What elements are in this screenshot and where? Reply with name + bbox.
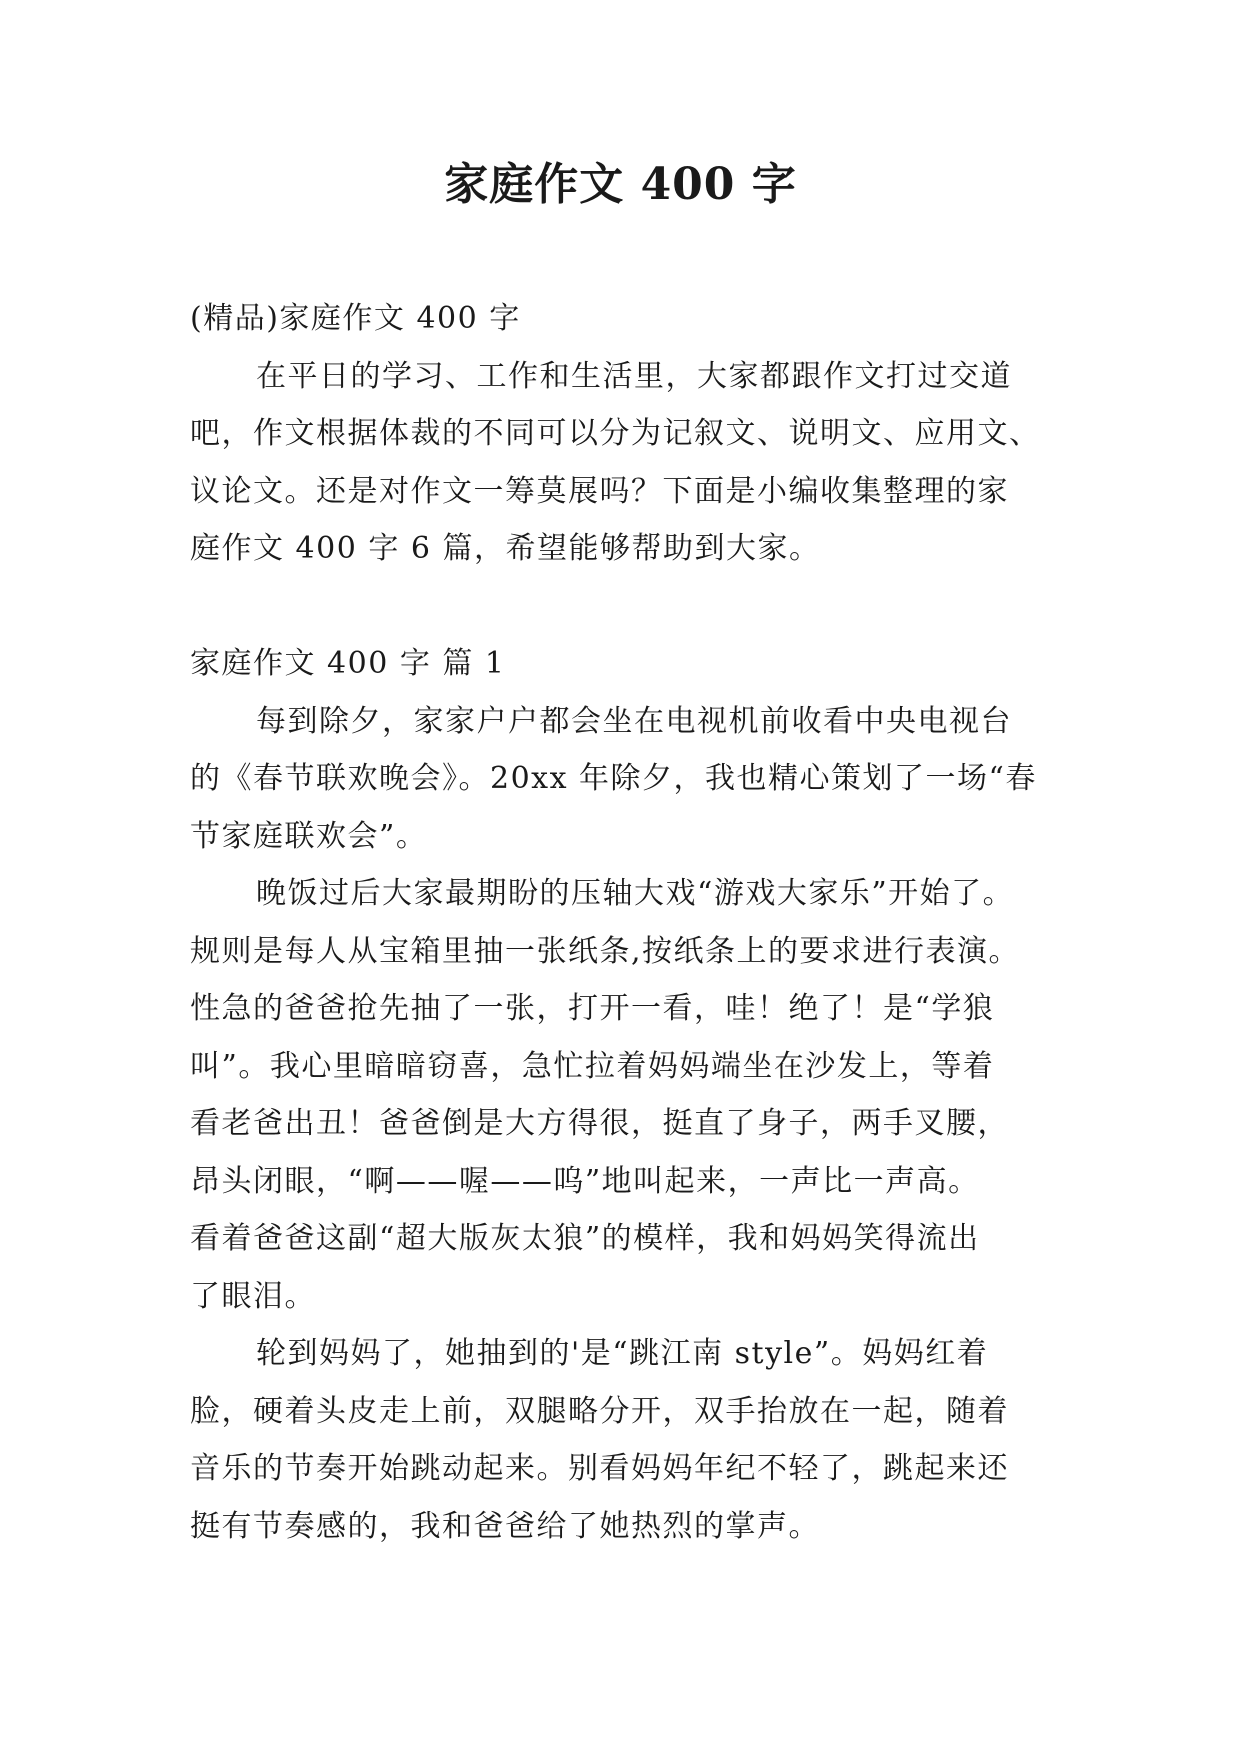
text-line: 脸，硬着头皮走上前，双腿略分开，双手抬放在一起，随着 [190, 1393, 1009, 1429]
paragraph-gap [190, 578, 1055, 636]
text-line: 每到除夕，家家户户都会坐在电视机前收看中央电视台 [256, 703, 1012, 739]
text-line: 家庭作文 400 字 篇 1 [190, 646, 506, 681]
text-line: 轮到妈妈了，她抽到的'是“跳江南 style”。妈妈红着 [256, 1336, 989, 1371]
text-line: 叫”。我心里暗暗窃喜，急忙拉着妈妈端坐在沙发上，等着 [190, 1048, 995, 1084]
text-line: 庭作文 400 字 6 篇，希望能够帮助到大家。 [190, 531, 821, 566]
text-line: 的《春节联欢晚会》。20xx 年除夕，我也精心策划了一场“春 [190, 761, 1037, 796]
text-line: 挺有节奏感的，我和爸爸给了她热烈的掌声。 [190, 1508, 820, 1544]
text-line: 在平日的学习、工作和生活里，大家都跟作文打过交道 [256, 358, 1012, 394]
text-line: (精品)家庭作文 400 字 [190, 301, 521, 336]
text-line: 性急的爸爸抢先抽了一张，打开一看，哇！绝了！是“学狼 [190, 991, 995, 1026]
text-line: 晚饭过后大家最期盼的压轴大戏“游戏大家乐”开始了。 [256, 876, 1015, 911]
document-body [190, 290, 1055, 1555]
text-line: 规则是每人从宝箱里抽一张纸条,按纸条上的要求进行表演。 [190, 933, 1021, 969]
text-line: 议论文。还是对作文一筹莫展吗？下面是小编收集整理的家 [190, 473, 1009, 509]
text-line: 音乐的节奏开始跳动起来。别看妈妈年纪不轻了，跳起来还 [190, 1451, 1009, 1486]
text-line: 吧，作文根据体裁的不同可以分为记叙文、说明文、应用文、 [190, 416, 1041, 451]
text-line: 看着爸爸这副“超大版灰太狼”的模样，我和妈妈笑得流出 [190, 1221, 980, 1256]
text-line: 了眼泪。 [190, 1278, 316, 1314]
text-line: 昂头闭眼，“啊——喔——呜”地叫起来，一声比一声高。 [190, 1163, 980, 1199]
text-line: 节家庭联欢会”。 [190, 818, 428, 854]
text-line: 看老爸出丑！爸爸倒是大方得很，挺直了身子，两手叉腰， [190, 1106, 1009, 1141]
document-title: 家庭作文 400 字 [444, 159, 797, 210]
